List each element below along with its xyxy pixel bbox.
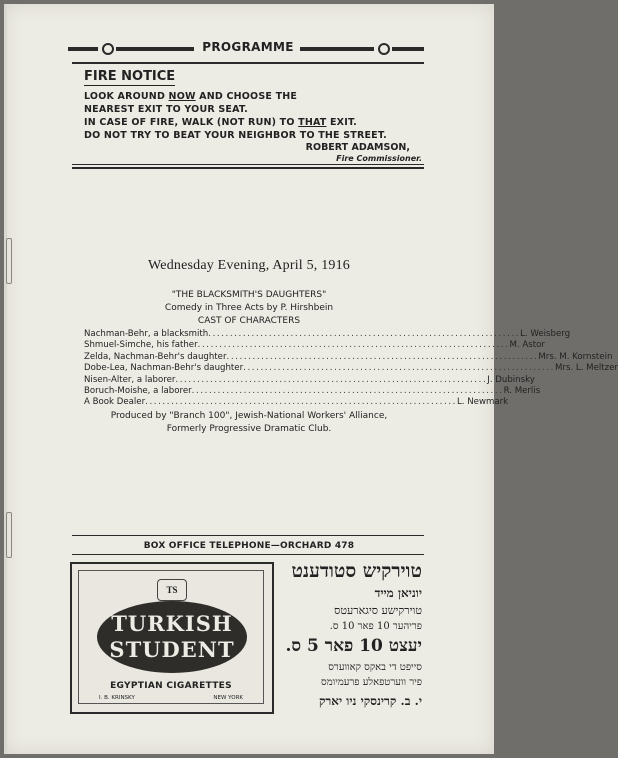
cast-row xyxy=(84,397,509,408)
box-office-rule xyxy=(72,554,424,555)
product-name: EGYPTIAN CIGARETTES xyxy=(110,681,232,691)
yiddish-line: טוירקישע סיגארעטס xyxy=(334,604,422,617)
cast-role: Shmuel-Simche, his father xyxy=(84,340,198,351)
ornament-bar xyxy=(300,47,374,51)
yiddish-line: פיר ווערטפאלע פרעמיומס xyxy=(321,677,422,688)
cast-role: Boruch-Moishe, a laborer xyxy=(84,385,192,396)
cast-row xyxy=(84,363,618,374)
fire-notice-line: NEAREST EXIT TO YOUR SEAT. xyxy=(84,104,248,115)
play-title: "THE BLACKSMITH'S DAUGHTERS" xyxy=(171,290,327,300)
cast-heading: CAST OF CHARACTERS xyxy=(197,316,301,326)
maker-name: I. B. KRINSKY xyxy=(99,695,135,701)
cast-role: Nisen-Alter, a laborer xyxy=(84,374,176,385)
maker-city: NEW YORK xyxy=(213,695,243,701)
ornament-bar xyxy=(116,47,194,51)
yiddish-union-made: יוניאן מייד xyxy=(374,586,422,600)
cast-row xyxy=(84,340,545,351)
cast-role: Nachman-Behr, a blacksmith xyxy=(84,329,209,339)
produced-by: Produced by "Branch 100", Jewish-National Workers' Alliance, xyxy=(110,411,388,421)
cast-actor: Mrs. L. Meltzer xyxy=(555,363,618,374)
yiddish-former-price: פריהער 10 פאר 10 ס. xyxy=(329,621,422,632)
fire-notice-line: DO NOT TRY TO BEAT YOUR NEIGHBOR TO THE STREET. xyxy=(84,130,387,141)
notice-rule xyxy=(72,164,424,165)
brand-emblem: TS xyxy=(157,579,187,601)
box-office-telephone: BOX OFFICE TELEPHONE—ORCHARD 478 xyxy=(143,541,355,551)
brand-oval xyxy=(97,601,247,673)
leader-dots: ........................................................................ xyxy=(145,397,457,408)
cast-row xyxy=(84,351,613,363)
ornament-bar xyxy=(392,47,424,51)
leader-dots: ........................................................................ xyxy=(226,351,539,362)
page-edge xyxy=(4,4,7,754)
cast-role: Dobe-Lea, Nachman-Behr's daughter xyxy=(84,363,244,374)
leader-dots: ........................................................................ xyxy=(191,385,504,396)
program-page xyxy=(4,4,618,754)
leader-dots: ........................................................................ xyxy=(175,374,488,385)
maker-line xyxy=(79,695,263,701)
fire-notice-line: LOOK AROUND NOW AND CHOOSE THE xyxy=(84,91,298,102)
binding-staple xyxy=(6,512,12,558)
box-inner-frame xyxy=(78,570,264,704)
cast-row xyxy=(84,374,535,386)
cast-actor: J. Dubinsky xyxy=(487,374,535,385)
cast-actor: M. Astor xyxy=(509,340,545,351)
yiddish-line: סייפט די באקס קאווערס xyxy=(328,662,422,673)
yiddish-current-price: יעצט 10 פאר 5 ס. xyxy=(285,636,422,656)
yiddish-brand: טוירקיש סטודענט xyxy=(291,560,422,582)
fire-notice-line: IN CASE OF FIRE, WALK (NOT RUN) TO THAT EXIT. xyxy=(84,117,357,128)
cast-list xyxy=(84,329,618,409)
cast-row xyxy=(84,385,541,397)
cast-actor: L. Weisberg xyxy=(520,329,571,339)
commissioner-name: ROBERT ADAMSON, xyxy=(305,142,410,153)
produced-by-former: Formerly Progressive Dramatic Club. xyxy=(166,424,332,434)
leader-dots: ........................................................................ xyxy=(197,340,510,351)
cast-role: Zelda, Nachman-Behr's daughter xyxy=(84,351,227,362)
brand-name-line1: TURKISH xyxy=(111,611,233,636)
ornament-bar xyxy=(68,47,98,51)
programme-title: PROGRAMME xyxy=(202,40,294,54)
ornament-ring xyxy=(102,43,114,55)
brand-name-line2: STUDENT xyxy=(109,637,235,662)
play-subtitle: Comedy in Three Acts by P. Hirshbein xyxy=(164,303,334,313)
cast-actor: Mrs. M. Kornstein xyxy=(538,351,613,362)
ornament-ring xyxy=(378,43,390,55)
leader-dots: ........................................................................ xyxy=(243,363,556,374)
box-office-rule xyxy=(72,535,424,536)
cast-actor: L. Newmark xyxy=(457,397,509,408)
programme-header xyxy=(68,40,424,58)
leader-dots: ........................................................................ xyxy=(208,329,521,339)
header-rule xyxy=(72,62,424,64)
cast-row xyxy=(84,329,571,340)
fire-notice-title: FIRE NOTICE xyxy=(84,69,176,84)
yiddish-maker: י. ב. קרינסקי ניו יארק xyxy=(318,694,422,708)
commissioner-title: Fire Commissioner. xyxy=(336,154,422,163)
cast-actor: R. Merlis xyxy=(503,385,541,396)
performance-date: Wednesday Evening, April 5, 1916 xyxy=(147,258,351,273)
cast-role: A Book Dealer xyxy=(84,397,146,408)
notice-rule xyxy=(72,167,424,169)
cigarette-box-illustration xyxy=(70,562,274,714)
